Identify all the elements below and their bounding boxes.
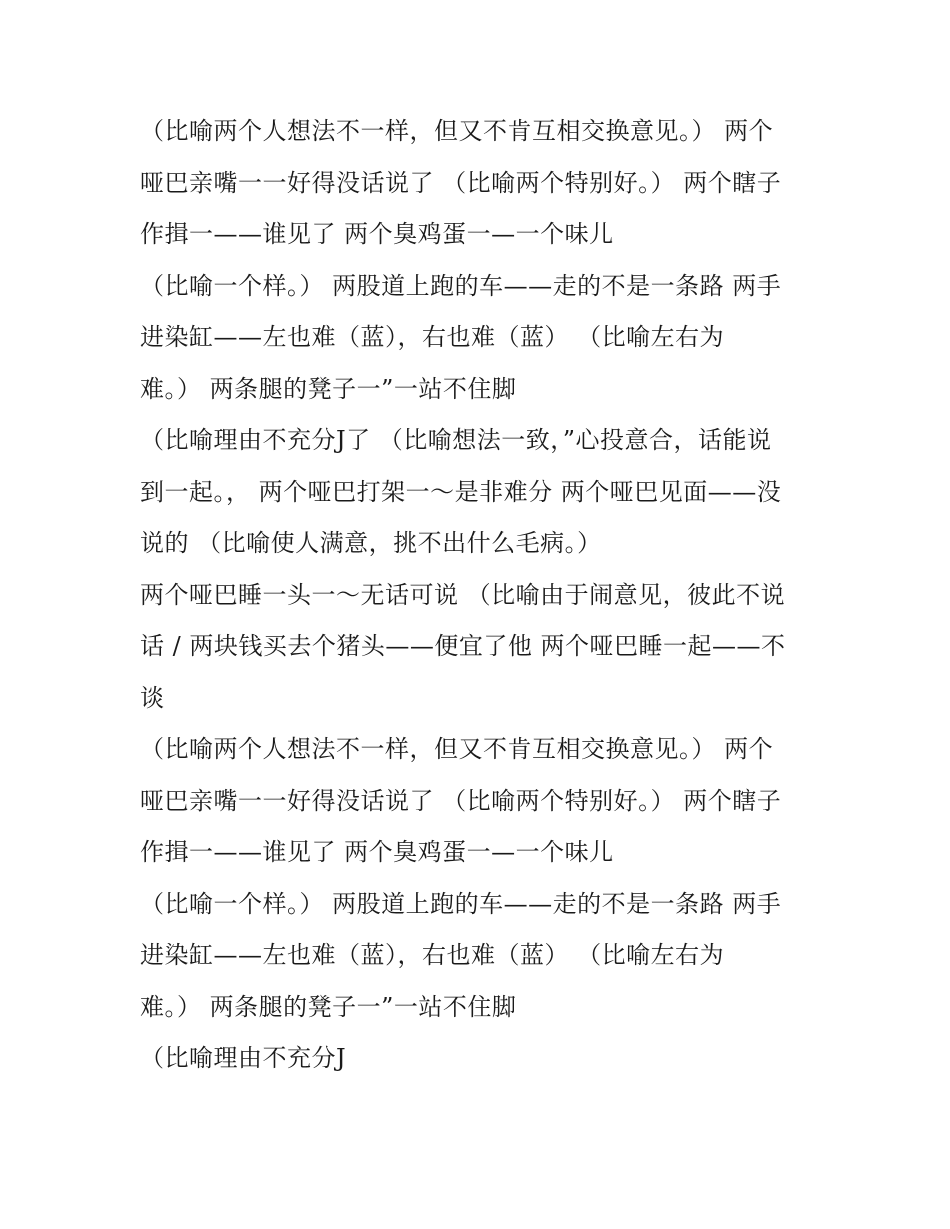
- text-line: （比喻理由不充分J了 （比喻想法一致，”心投意合，话能说: [140, 426, 772, 454]
- text-line: 作揖一——谁见了 两个臭鸡蛋一—一个味儿: [140, 838, 614, 866]
- document-body: [140, 106, 820, 1085]
- text-line: （比喻两个人想法不一样，但又不肯互相交换意见。） 两个: [140, 735, 774, 763]
- text-line: （比喻理由不充分J: [140, 1044, 347, 1072]
- text-line: 谈: [140, 683, 165, 712]
- text-line: 两个哑巴睡一头一～无话可说 （比喻由于闹意见，彼此不说: [140, 580, 786, 609]
- text-line: （比喻一个样。） 两股道上跑的车——走的不是一条路 两手: [140, 271, 782, 300]
- text-line: 进染缸——左也难（蓝），右也难（蓝） （比喻左右为: [140, 323, 725, 351]
- text-line: （比喻两个人想法不一样，但又不肯互相交换意见。） 两个: [140, 117, 774, 145]
- text-line: 说的 （比喻使人满意，挑不出什么毛病。）: [140, 529, 602, 557]
- text-line: 难。） 两条腿的凳子一”一站不住脚: [140, 992, 517, 1021]
- text-line: （比喻一个样。） 两股道上跑的车——走的不是一条路 两手: [140, 889, 782, 918]
- text-line: 进染缸——左也难（蓝），右也难（蓝） （比喻左右为: [140, 941, 725, 969]
- text-line: 难。） 两条腿的凳子一”一站不住脚: [140, 374, 517, 403]
- text-line: 哑巴亲嘴一一好得没话说了 （比喻两个特别好。） 两个瞎子: [140, 168, 782, 197]
- text-line: 到一起。， 两个哑巴打架一～是非难分 两个哑巴见面——没: [140, 477, 782, 506]
- text-line: 话 / 两块钱买去个猪头——便宜了他 两个哑巴睡一起——不: [140, 632, 786, 660]
- text-line: 作揖一——谁见了 两个臭鸡蛋一—一个味儿: [140, 220, 614, 248]
- text-line: 哑巴亲嘴一一好得没话说了 （比喻两个特别好。） 两个瞎子: [140, 786, 782, 815]
